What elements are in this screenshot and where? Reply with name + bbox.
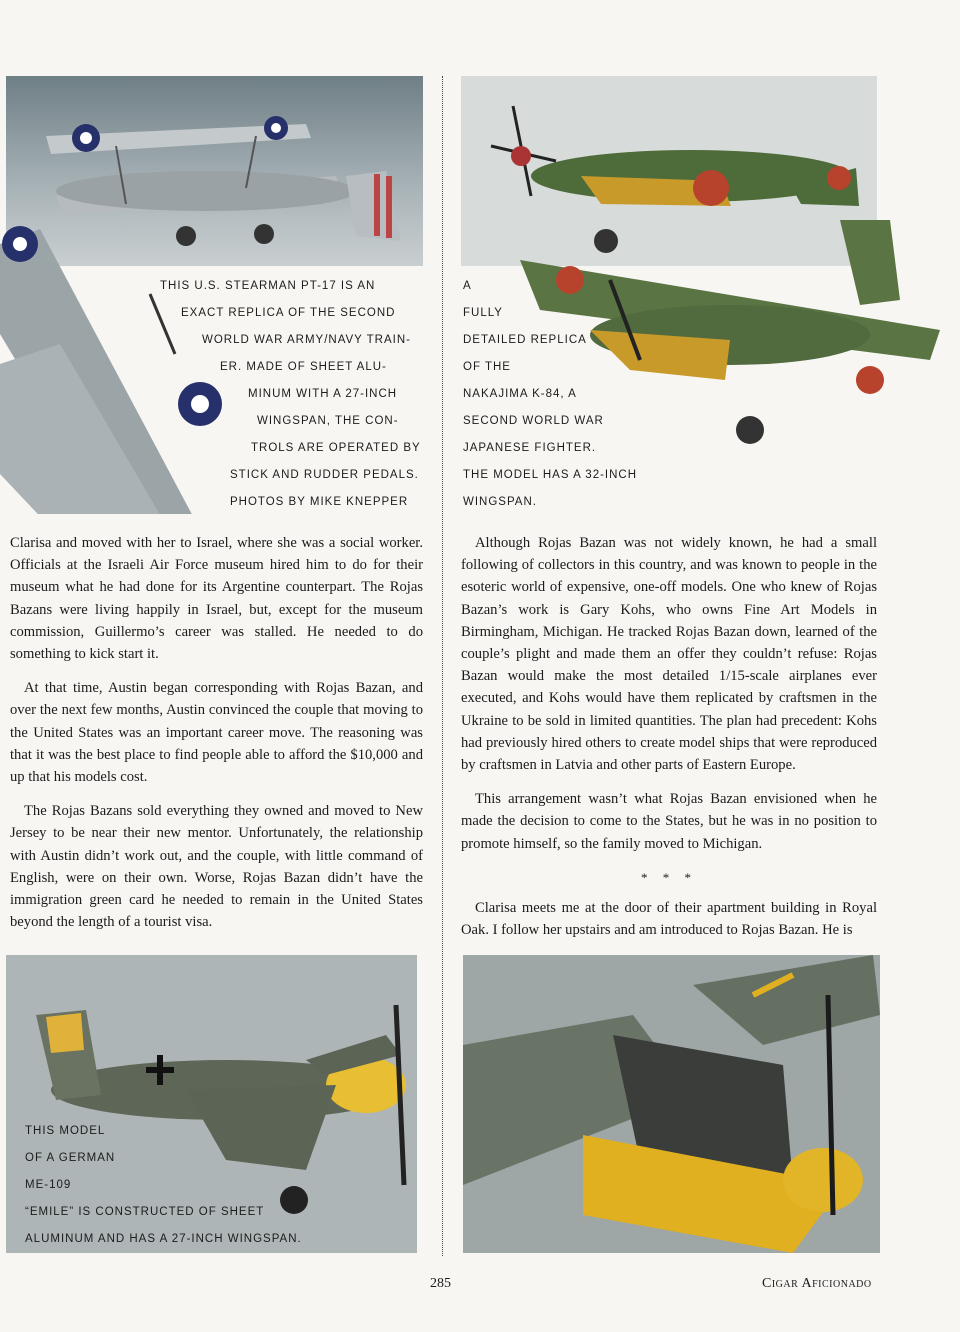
caption-line: ALUMINUM AND HAS A 27-INCH WINGSPAN. bbox=[25, 1233, 302, 1245]
caption-line: JAPANESE FIGHTER. bbox=[463, 442, 597, 454]
caption-line: MINUM WITH A 27-INCH bbox=[248, 388, 398, 400]
caption-line: NAKAJIMA K-84, A bbox=[463, 388, 577, 400]
caption-line: OF A GERMAN bbox=[25, 1152, 116, 1164]
caption-line: ME-109 bbox=[25, 1179, 72, 1191]
body-paragraph: This arrangement wasn’t what Rojas Bazan envisioned when he made the decision to come to the States, but he was in no position to promote himself, so the family moved to Michigan. bbox=[461, 791, 877, 852]
nakajima-caption bbox=[463, 273, 637, 516]
caption-line: WINGSPAN. bbox=[463, 496, 537, 508]
caption-line: OF THE bbox=[463, 361, 511, 373]
caption-line: ER. MADE OF SHEET ALU- bbox=[220, 361, 387, 373]
caption-line: TROLS ARE OPERATED BY bbox=[251, 442, 421, 454]
body-paragraph: Clarisa meets me at the door of their apartment building in Royal Oak. I follow her upstairs and am introduced to Rojas Bazan. He is bbox=[461, 900, 877, 939]
caption-line: A bbox=[463, 280, 472, 292]
body-paragraph: At that time, Austin began corresponding with Rojas Bazan, and over the next few months, Austin convinced the couple that moving to the United States was an important career move. The reasoning was that it was the best place to find people able to afford the $10,000 and up that his models cost. bbox=[10, 680, 423, 786]
caption-line: DETAILED REPLICA bbox=[463, 334, 587, 346]
right-column bbox=[461, 532, 877, 953]
caption-line: THE MODEL HAS A 32-INCH bbox=[463, 469, 638, 481]
me109-engine-photo bbox=[463, 955, 880, 1253]
caption-line: WINGSPAN, THE CON- bbox=[257, 415, 399, 427]
caption-line: “EMILE” IS CONSTRUCTED OF SHEET bbox=[25, 1206, 265, 1218]
body-paragraph: Although Rojas Bazan was not widely known, he had a small following of collectors in this country, and was known to people in the esoteric world of expensive, one-off models. One who knew of Rojas Bazan’s work is Gary Kohs, who owns Fine Art Models in Birmingham, Michigan. He tracked Rojas Bazan down, learned of the couple’s plight and made them an offer they couldn’t refuse: Rojas Bazan would make the most detailed 1/15-scale airplanes ever executed, and Kohs would have them replicated by craftsmen in the Ukraine to be sold in limited quantities. The plan had precedent: Kohs had previously hired others to create model ships that were reproduced by craftsmen in Latvia and other parts of Eastern Europe. bbox=[461, 535, 877, 774]
caption-line: THIS U.S. STEARMAN PT-17 IS AN bbox=[160, 280, 376, 292]
column-divider bbox=[442, 76, 443, 1256]
page-number: 285 bbox=[430, 1276, 451, 1291]
left-column bbox=[10, 532, 423, 945]
caption-line: STICK AND RUDDER PEDALS. bbox=[230, 469, 419, 481]
magazine-name: Cigar Aficionado bbox=[762, 1276, 872, 1291]
body-paragraph: Clarisa and moved with her to Israel, where she was a social worker. Officials at the Israeli Air Force museum hired him to do for their museum what he had done for its Argentine counterpart. The Rojas Bazans were living happily in Israel, but, except for the museum commission, Guillermo’s career was stalled. He needed to do something to kick start it. bbox=[10, 535, 423, 663]
caption-line: WORLD WAR ARMY/NAVY TRAIN- bbox=[202, 334, 411, 346]
caption-line: PHOTOS BY MIKE KNEPPER bbox=[230, 496, 409, 508]
body-paragraph: The Rojas Bazans sold everything they owned and moved to New Jersey to be near their new mentor. Unfortunately, the relationship with Austin didn’t work out, and the couple, with little command of English, were on their own. Worse, Rojas Bazan didn’t have the immigration green card he needed to remain in the United States beyond the length of a tourist visa. bbox=[10, 803, 423, 931]
caption-line: SECOND WORLD WAR bbox=[463, 415, 604, 427]
caption-line: THIS MODEL bbox=[25, 1125, 106, 1137]
caption-line: EXACT REPLICA OF THE SECOND bbox=[181, 307, 396, 319]
section-separator: * * * bbox=[641, 869, 697, 885]
caption-line: FULLY bbox=[463, 307, 503, 319]
me109-caption bbox=[25, 1118, 302, 1253]
stearman-caption bbox=[160, 273, 421, 516]
